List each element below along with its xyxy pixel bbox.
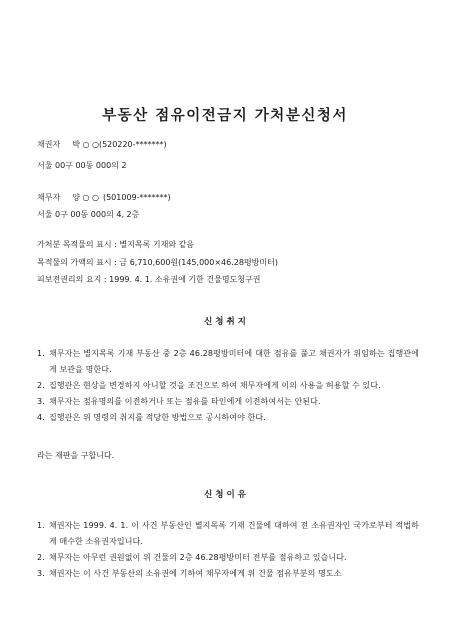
- purpose-closing: 라는 재판을 구합니다.: [37, 451, 115, 460]
- debtor-address: 서울 0구 00동 000의 4, 2층: [37, 210, 140, 219]
- list-item: [37, 346, 419, 378]
- debtor-label: 채무자: [37, 193, 61, 202]
- debtor-line: [37, 193, 171, 203]
- item-text: 집행관은 현상을 변경하지 아니할 것을 조건으로 하여 채무자에게 이의 사용을 허용할 수 있다.: [49, 381, 381, 390]
- item-number: 3.: [37, 397, 45, 406]
- creditor-name: 박 ○ ○: [72, 140, 99, 149]
- reasons-heading: 신 청 이 유: [204, 490, 246, 500]
- item-text: 채무자는 점유명의를 이전하거나 또는 점유를 타인에게 이전하여서는 안된다.: [49, 397, 321, 406]
- creditor-address: 서울 00구 00동 000의 2: [37, 161, 127, 170]
- item-number: 4.: [37, 413, 45, 422]
- item-number: 1.: [37, 349, 45, 358]
- target-value: 목적물의 가액의 표시 : 금 6,710,600원(145,000×46.28평방미터): [37, 258, 278, 267]
- reasons-list: [37, 518, 419, 582]
- target-description: 가처분 목적물의 표시 : 별지목록 기재와 같음: [37, 240, 195, 249]
- list-item: [37, 378, 419, 394]
- debtor-id: (501009-*******): [102, 193, 171, 202]
- item-text: 채권자는 1999. 4. 1. 이 사건 부동산인 별지목록 기재 건물에 대하여 전 소유권자인 국가로부터 적법하게 매수한 소유권자입니다.: [49, 521, 419, 546]
- list-item: [37, 550, 419, 566]
- item-number: 2.: [37, 381, 45, 390]
- preserved-right-summary: 피보전권리의 요지 : 1999. 4. 1. 소유권에 기한 건물명도청구권: [37, 275, 261, 284]
- list-item: [37, 518, 419, 550]
- item-text: 집행관은 위 명령의 취지를 적당한 방법으로 공시하여야 한다.: [49, 413, 266, 422]
- list-item: [37, 410, 419, 426]
- document-title: 부동산 점유이전금지 가처분신청서: [102, 108, 348, 124]
- list-item: [37, 394, 419, 410]
- list-item: [37, 566, 419, 582]
- purpose-heading: 신 청 취 지: [204, 317, 246, 327]
- item-number: 3.: [37, 569, 45, 578]
- creditor-line: [37, 140, 167, 150]
- debtor-name: 양 ○ ○: [72, 193, 99, 202]
- item-text: 채무자는 별지목록 기재 부동산 중 2층 46.28평방미터에 대한 점유를 풀고 채권자가 위임하는 집행관에게 보관을 명한다.: [49, 349, 419, 374]
- creditor-label: 채권자: [37, 140, 61, 149]
- purpose-list: [37, 346, 419, 426]
- item-number: 2.: [37, 553, 45, 562]
- creditor-id: (520220-*******): [98, 140, 167, 149]
- item-number: 1.: [37, 521, 45, 530]
- item-text: 채권자는 이 사건 부동산의 소유권에 기하여 채무자에게 위 건물 점유부분의 명도소: [49, 569, 342, 578]
- item-text: 채무자는 아무런 권원없이 위 건물의 2층 46.28평방미터 전부를 점유하고 있습니다.: [49, 553, 347, 562]
